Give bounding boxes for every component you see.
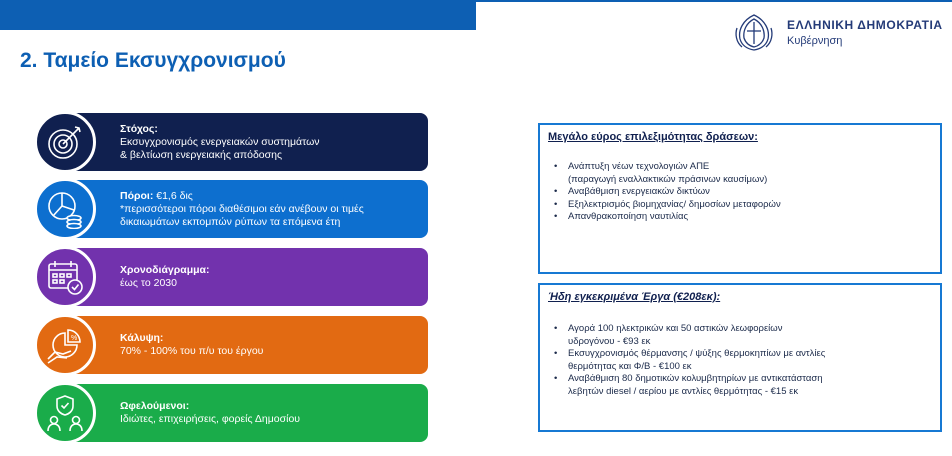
list-item-text: Απανθρακοποίηση ναυτιλίας <box>568 211 689 222</box>
goal-text-line2: & βελτίωση ενεργειακής απόδοσης <box>120 148 283 161</box>
goal-row <box>34 113 428 171</box>
eligibility-list <box>554 161 924 224</box>
goal-label: Στόχος: <box>120 122 158 135</box>
coverage-icon-circle <box>34 314 96 376</box>
list-item <box>554 199 924 212</box>
beneficiaries-text: Ιδιώτες, επιχειρήσεις, φορείς Δημοσίου <box>120 413 301 425</box>
list-item <box>554 348 924 373</box>
coverage-label: Κάλυψη: <box>120 332 164 344</box>
logo-title: ΕΛΛΗΝΙΚΗ ΔΗΜΟΚΡΑΤΙΑ <box>787 17 943 32</box>
eligibility-box <box>538 123 942 274</box>
page-title: 2. Ταμείο Εκσυγχρονισμού <box>20 49 286 72</box>
list-item-text: λεβητών diesel / αερίου με αντλίες θερμότητας - €15 εκ <box>568 385 799 397</box>
target-icon <box>45 122 85 162</box>
timeline-row <box>34 248 428 306</box>
bullet: • <box>554 161 558 172</box>
greek-coat-of-arms-icon <box>733 12 775 52</box>
bullet: • <box>554 211 558 222</box>
bullet: • <box>554 323 558 334</box>
timeline-label: Χρονοδιάγραμμα: <box>120 264 210 276</box>
list-item <box>554 186 924 199</box>
bullet: • <box>554 373 558 384</box>
header-band <box>0 0 476 30</box>
calendar-check-icon <box>45 257 85 297</box>
pie-coins-icon <box>45 189 85 229</box>
eligibility-title: Μεγάλο εύρος επιλεξιμότητας δράσεων: <box>548 131 758 143</box>
list-item <box>554 323 924 348</box>
approved-projects-box <box>538 283 942 432</box>
list-item <box>554 373 924 398</box>
goal-text-line1: Εκσυγχρονισμός ενεργειακών συστημάτων <box>120 135 320 148</box>
coverage-text: 70% - 100% του π/υ του έργου <box>120 345 264 357</box>
approved-projects-list <box>554 323 924 398</box>
list-item <box>554 161 924 186</box>
bullet: • <box>554 348 558 359</box>
beneficiaries-row <box>34 384 428 442</box>
list-item-text: θερμότητας και Φ/Β - €100 εκ <box>568 360 692 372</box>
bullet: • <box>554 198 558 210</box>
resources-amount: €1,6 δις <box>153 189 193 202</box>
resources-label: Πόροι: <box>120 189 154 202</box>
resources-icon-circle <box>34 178 96 240</box>
goal-icon-circle <box>34 111 96 173</box>
government-logo <box>733 12 943 52</box>
beneficiaries-label: Ωφελούμενοι: <box>120 400 190 412</box>
beneficiaries-icon-circle <box>34 382 96 444</box>
list-item-text: (παραγωγή εναλλακτικών πράσινων καυσίμων) <box>568 173 768 185</box>
resources-note-line1: *περισσότεροι πόροι διαθέσιμοι εάν ανέβουν οι τιμές <box>120 202 364 215</box>
hand-pie-percent-icon <box>45 325 85 365</box>
list-item <box>554 211 924 224</box>
people-shield-icon <box>45 393 85 433</box>
list-item-text: Εκσυγχρονισμός θέρμανσης / ψύξης θερμοκηπίων με αντλίες <box>568 348 826 359</box>
list-item-text: Εξηλεκτρισμός βιομηχανίας/ δημοσίων μεταφορών <box>568 198 781 210</box>
bullet: • <box>554 186 558 197</box>
list-item-text: Αγορά 100 ηλεκτρικών και 50 αστικών λεωφορείων <box>568 323 783 334</box>
coverage-row <box>34 316 428 374</box>
logo-subtitle: Κυβέρνηση <box>787 34 843 47</box>
resources-row <box>34 180 428 238</box>
approved-projects-title: Ήδη εγκεκριμένα Έργα (€208εκ): <box>548 291 721 303</box>
list-item-text: Αναβάθμιση 80 δημοτικών κολυμβητηρίων με αντικατάσταση <box>568 373 823 384</box>
timeline-text: έως το 2030 <box>120 277 177 289</box>
list-item-text: Ανάπτυξη νέων τεχνολογιών ΑΠΕ <box>568 161 710 172</box>
header-line <box>476 0 952 2</box>
list-item-text: υδρογόνου - €93 εκ <box>568 335 651 347</box>
resources-note-line2: δικαιωμάτων εκπομπών ρύπων τα επόμενα έτη <box>120 215 341 228</box>
svg-text:%: % <box>71 335 78 342</box>
list-item-text: Αναβάθμιση ενεργειακών δικτύων <box>568 186 710 197</box>
timeline-icon-circle <box>34 246 96 308</box>
